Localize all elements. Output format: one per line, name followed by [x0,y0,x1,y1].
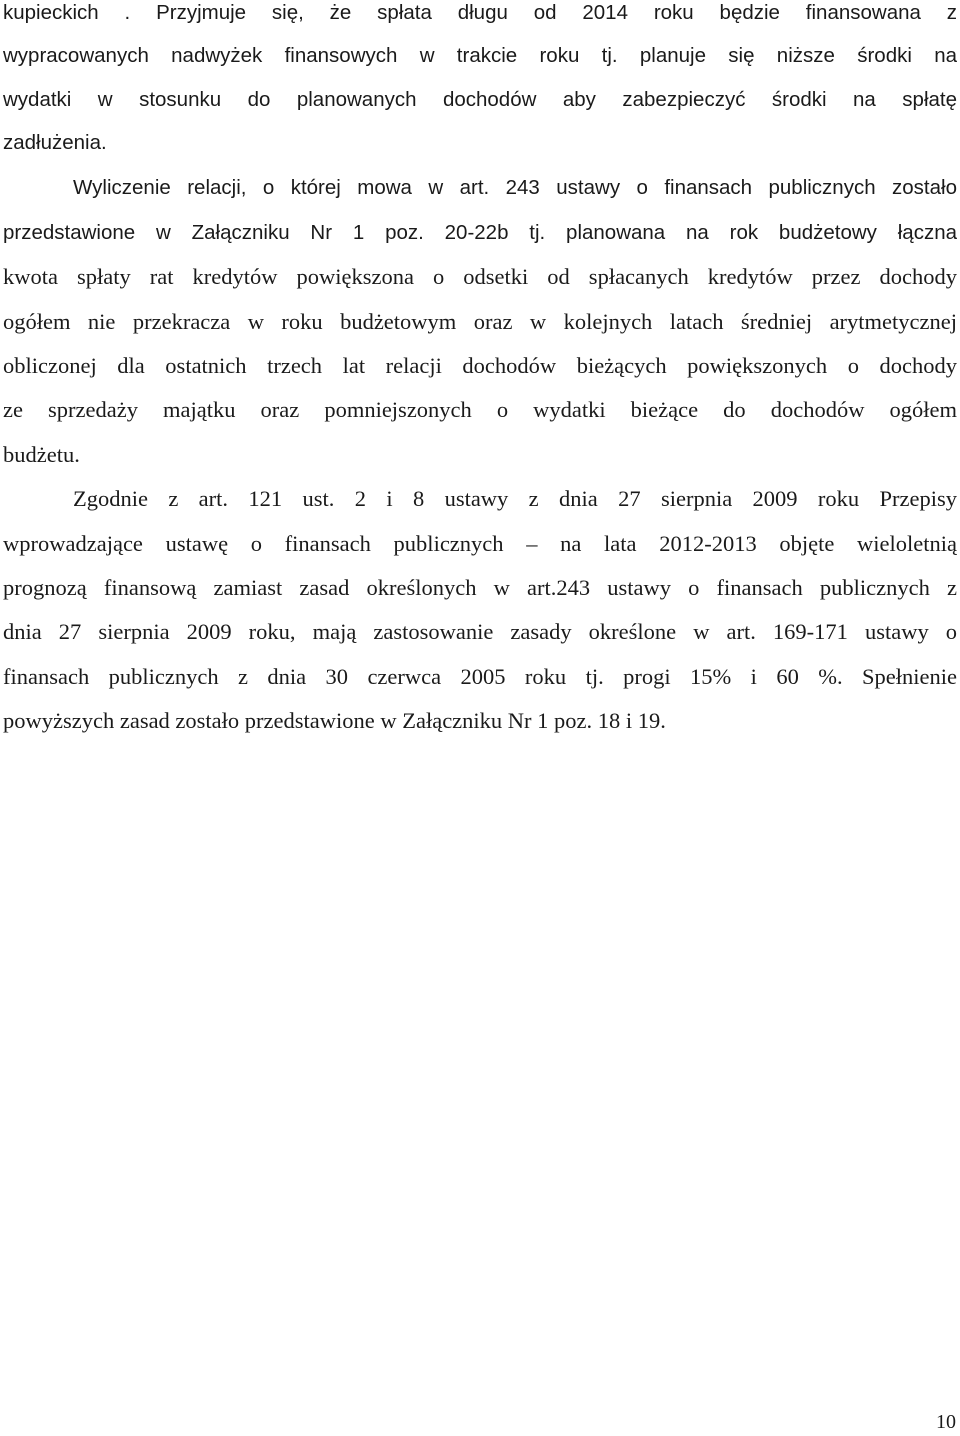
page-number: 10 [936,1411,956,1433]
text-line: budżetu. [3,442,80,467]
text-line: wprowadzające ustawę o finansach publicznych – na lata 2012-2013 objęte wieloletnią [3,531,957,556]
text-line: przedstawione w Załączniku Nr 1 poz. 20-22b tj. planowana na rok budżetowy łączna [3,221,957,244]
text-line: powyższych zasad zostało przedstawione w Załączniku Nr 1 poz. 18 i 19. [3,708,666,733]
text-line: wydatki w stosunku do planowanych dochodów aby zabezpieczyć środki na spłatę [3,88,957,111]
text-line: finansach publicznych z dnia 30 czerwca 2005 roku tj. progi 15% i 60 %. Spełnienie [3,664,957,689]
text-line: prognozą finansową zamiast zasad określonych w art.243 ustawy o finansach publicznych z [3,575,957,600]
text-line: kwota spłaty rat kredytów powiększona o odsetki od spłacanych kredytów przez dochody [3,264,957,289]
text-line: kupieckich . Przyjmuje się, że spłata długu od 2014 roku będzie finansowana z [3,1,957,24]
text-line: obliczonej dla ostatnich trzech lat relacji dochodów bieżących powiększonych o dochody [3,353,957,378]
text-line: wypracowanych nadwyżek finansowych w trakcie roku tj. planuje się niższe środki na [3,44,957,67]
text-line: zadłużenia. [3,131,107,154]
text-line: ogółem nie przekracza w roku budżetowym oraz w kolejnych latach średniej arytmetycznej [3,309,957,334]
text-line: Zgodnie z art. 121 ust. 2 i 8 ustawy z dnia 27 sierpnia 2009 roku Przepisy [73,486,957,511]
text-line: dnia 27 sierpnia 2009 roku, mają zastosowanie zasady określone w art. 169-171 ustawy o [3,619,957,644]
text-line: ze sprzedaży majątku oraz pomniejszonych o wydatki bieżące do dochodów ogółem [3,397,957,422]
text-line: Wyliczenie relacji, o której mowa w art. 243 ustawy o finansach publicznych zostało [73,176,957,199]
